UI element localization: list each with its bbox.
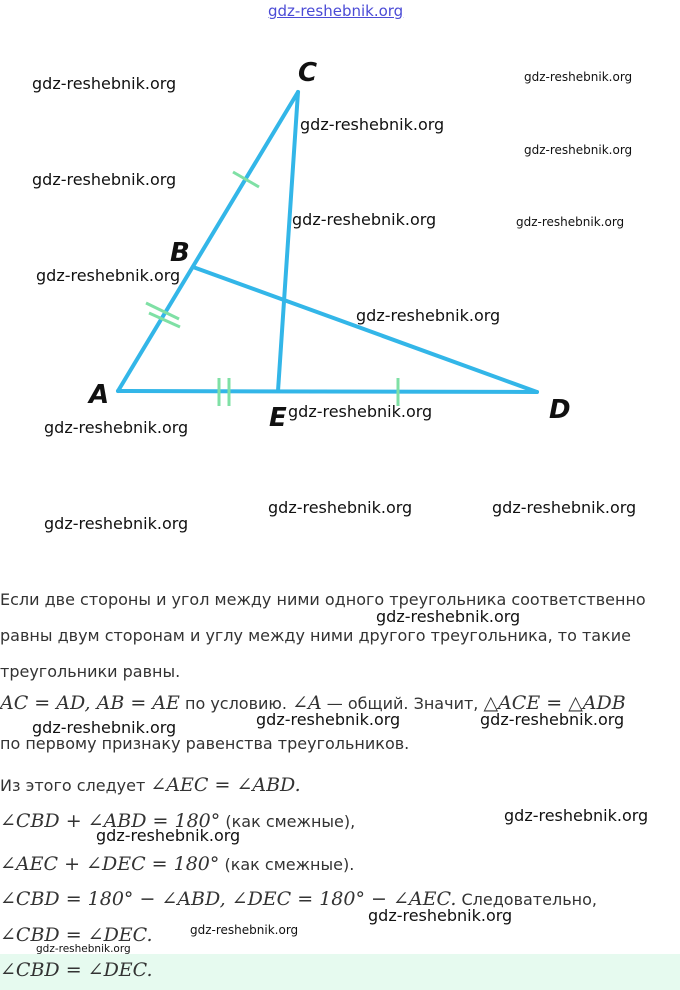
math-expression: ∠CBD = ∠DEC. <box>0 924 153 946</box>
answer-line <box>0 959 153 981</box>
point-label-c: C <box>298 58 318 88</box>
watermark-text: gdz-reshebnik.org <box>516 215 625 229</box>
watermark-text: gdz-reshebnik.org <box>492 498 637 517</box>
watermark-text: gdz-reshebnik.org <box>524 70 633 84</box>
segment-ad <box>118 391 537 392</box>
text-fragment: Из этого следует <box>0 776 151 795</box>
watermark-text: gdz-reshebnik.org <box>292 210 437 229</box>
point-label-a: A <box>89 380 110 410</box>
watermark-text: gdz-reshebnik.org <box>368 906 513 925</box>
text-fragment: Следовательно, <box>456 890 597 909</box>
watermark-text: gdz-reshebnik.org <box>300 115 445 134</box>
watermark-text: gdz-reshebnik.org <box>504 806 649 825</box>
text-fragment: — общий. Значит, <box>321 694 484 713</box>
watermark-text: gdz-reshebnik.org <box>96 826 241 845</box>
watermark-text: gdz-reshebnik.org <box>44 418 189 437</box>
paragraph-line: треугольники равны. <box>0 662 181 681</box>
watermark-text: gdz-reshebnik.org <box>524 143 633 157</box>
watermark-text: gdz-reshebnik.org <box>288 402 433 421</box>
text-fragment: (как смежные), <box>220 812 356 831</box>
watermark-text: gdz-reshebnik.org <box>44 514 189 533</box>
math-expression: ∠CBD = ∠DEC. <box>0 959 153 981</box>
point-label-b: B <box>170 238 190 268</box>
point-label-d: D <box>549 395 571 425</box>
watermark-text: gdz-reshebnik.org <box>36 943 131 955</box>
solution-line <box>0 774 301 796</box>
paragraph-line: Если две стороны и угол между ними одного треугольника соответственно <box>0 590 646 609</box>
math-expression: ∠AEC + ∠DEC = 180° <box>0 853 220 875</box>
watermark-text: gdz-reshebnik.org <box>268 498 413 517</box>
watermark-link[interactable]: gdz-reshebnik.org <box>268 2 404 20</box>
math-expression: △ACE = △ADB <box>483 692 626 714</box>
tick-bc <box>233 172 259 187</box>
text-fragment: по условию. <box>179 694 293 713</box>
watermark-text: gdz-reshebnik.org <box>356 306 501 325</box>
math-expression: ∠CBD = 180° − ∠ABD, ∠DEC = 180° − ∠AEC. <box>0 888 457 910</box>
point-label-e: E <box>269 403 287 433</box>
math-expression: AC = AD, AB = AE <box>0 692 180 714</box>
watermark-text: gdz-reshebnik.org <box>32 74 177 93</box>
text-fragment: (как смежные). <box>219 855 355 874</box>
segment-ce <box>278 92 298 391</box>
paragraph-line: равны двум сторонам и углу между ними другого треугольника, то такие <box>0 626 631 645</box>
solution-line: по первому признаку равенства треугольников. <box>0 734 410 753</box>
watermark-text: gdz-reshebnik.org <box>36 266 181 285</box>
watermark-text: gdz-reshebnik.org <box>190 923 299 937</box>
segment-ac <box>118 92 298 391</box>
math-expression: ∠CBD + ∠ABD = 180° <box>0 810 221 832</box>
watermark-text: gdz-reshebnik.org <box>376 607 521 626</box>
watermark-text: gdz-reshebnik.org <box>256 710 401 729</box>
watermark-text: gdz-reshebnik.org <box>32 170 177 189</box>
watermark-text: gdz-reshebnik.org <box>480 710 625 729</box>
segment-bd <box>193 267 537 392</box>
watermark-text: gdz-reshebnik.org <box>32 718 177 737</box>
math-expression: ∠AEC = ∠ABD. <box>150 774 301 796</box>
math-expression: ∠A <box>292 692 322 714</box>
solution-line <box>0 853 354 875</box>
